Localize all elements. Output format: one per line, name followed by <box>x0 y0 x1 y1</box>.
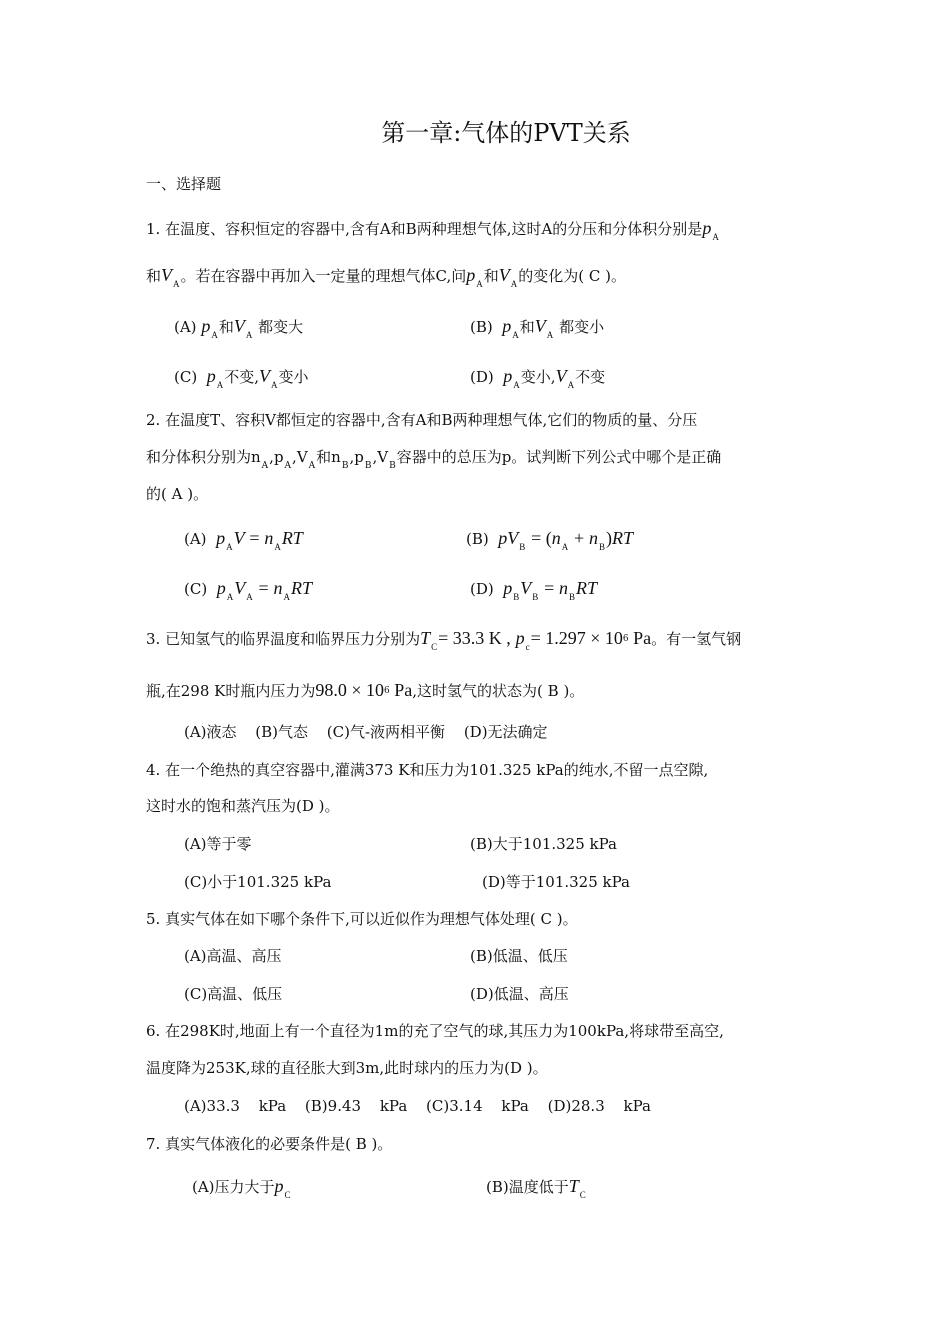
q2-line2: 和分体积分别为$n_A,p_A,V_A$和$n_B,p_B,V_B$容器中的总压为p。试判断下列公式中哪个是正确 <box>146 448 722 471</box>
q3-line1: 3. 已知氢气的临界温度和临界压力分别为$T_C= 33.3$ K , $p_c= 1.297 \times 10^6$ Pa。有一氢气钢 <box>146 628 742 652</box>
q1-line2: 和$V_A$。若在容器中再加入一定量的理想气体C,问$p_A$和$V_A$的变化为( C )。 <box>146 265 626 289</box>
q3-options: (A)液态 (B)气态 (C)气-液两相平衡 (D)无法确定 <box>184 723 548 741</box>
q6-options: (A)33.3 kPa (B)9.43 kPa (C)3.14 kPa (D)28.3 kPa <box>184 1097 651 1115</box>
q2-option-d: (D) $p_BV_B = n_BRT$ <box>470 578 598 602</box>
q1-option-b: (B) $p_A$和$V_A$ 都变小 <box>470 316 605 340</box>
q2-option-b: (B) $pV_B = (n_A + n_B)RT$ <box>466 528 633 552</box>
q4-line2: 这时水的饱和蒸汽压为(D )。 <box>146 797 340 815</box>
q1-option-c: (C) $p_A$不变$,V_A$变小 <box>174 366 309 390</box>
q7-line1: 7. 真实气体液化的必要条件是( B )。 <box>146 1135 393 1153</box>
q1-option-d: (D) $p_A$变小$,V_A$不变 <box>470 366 606 390</box>
q5-option-a: (A)高温、高压 <box>184 947 282 965</box>
q5-option-c: (C)高温、低压 <box>184 985 283 1003</box>
q4-option-a: (A)等于零 <box>184 835 252 853</box>
q4-option-c: (C)小于101.325 kPa <box>184 873 332 891</box>
q6-line2: 温度降为253K,球的直径胀大到3m,此时球内的压力为(D )。 <box>146 1059 548 1077</box>
q6-line1: 6. 在298K时,地面上有一个直径为1m的充了空气的球,其压力为100kPa,将球带至高空, <box>146 1022 724 1040</box>
q3-line2: 瓶,在298 K时瓶内压力为$98.0 \times 10^6$ Pa,这时氢气的状态为( B )。 <box>146 680 585 700</box>
q1-line1: 1. 在温度、容积恒定的容器中,含有A和B两种理想气体,这时A的分压和分体积分别是$p_A$ <box>146 218 719 242</box>
q4-option-d: (D)等于101.325 kPa <box>482 873 630 891</box>
q2-option-a: (A) $p_AV = n_ART$ <box>184 528 303 552</box>
q5-option-d: (D)低温、高压 <box>470 985 569 1003</box>
q2-line1: 2. 在温度T、容积V都恒定的容器中,含有A和B两种理想气体,它们的物质的量、分压 <box>146 411 698 429</box>
page-title: 第一章:气体的PVT关系 <box>381 119 631 147</box>
q4-line1: 4. 在一个绝热的真空容器中,灌满373 K和压力为101.325 kPa的纯水,不留一点空隙, <box>146 761 709 779</box>
q7-option-a: (A)压力大于$p_C$ <box>192 1176 291 1200</box>
q1-option-a: (A) $p_A$和$V_A$ 都变大 <box>174 316 304 340</box>
q2-option-c: (C) $p_AV_A = n_ART$ <box>184 578 312 602</box>
q4-option-b: (B)大于101.325 kPa <box>470 835 617 853</box>
q7-option-b: (B)温度低于$T_C$ <box>486 1176 586 1200</box>
section-heading: 一、选择题 <box>146 175 222 193</box>
q2-line3: 的( A )。 <box>146 485 209 503</box>
q5-line1: 5. 真实气体在如下哪个条件下,可以近似作为理想气体处理( C )。 <box>146 910 578 928</box>
q5-option-b: (B)低温、低压 <box>470 947 568 965</box>
